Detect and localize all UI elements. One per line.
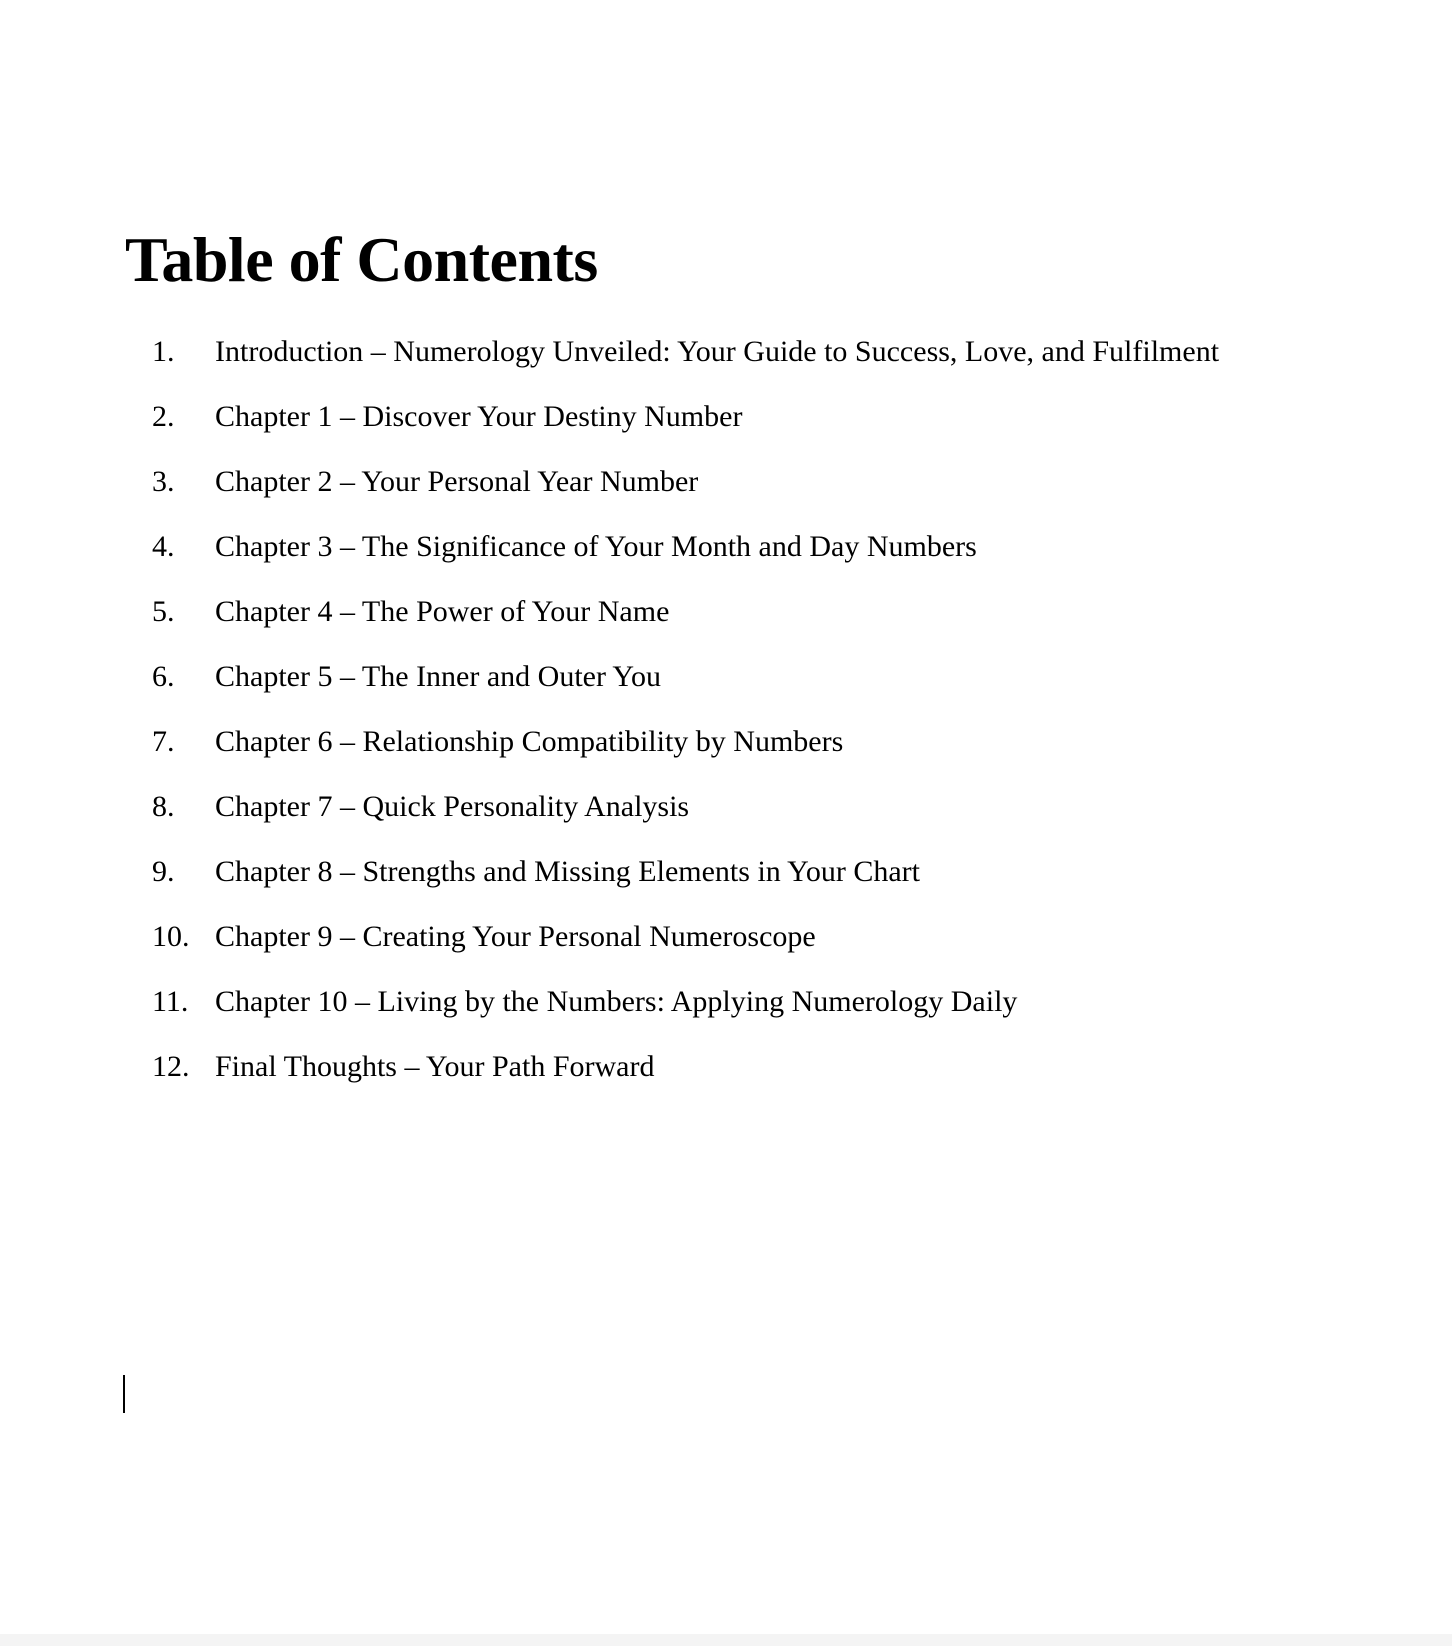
toc-item-text: Chapter 9 – Creating Your Personal Numeroscope — [215, 920, 816, 953]
toc-item-number: 8. — [152, 790, 175, 823]
toc-item-number: 11. — [152, 985, 189, 1018]
toc-item-number: 3. — [152, 465, 175, 498]
toc-item-number: 5. — [152, 595, 175, 628]
toc-list — [152, 332, 1219, 1112]
text-cursor — [123, 1375, 125, 1413]
toc-item-text: Chapter 5 – The Inner and Outer You — [215, 660, 662, 693]
toc-item-text: Chapter 10 – Living by the Numbers: Applying Numerology Daily — [215, 985, 1018, 1018]
toc-item-number: 12. — [152, 1050, 190, 1083]
page-title: Table of Contents — [125, 224, 598, 295]
toc-item-text: Chapter 8 – Strengths and Missing Elements in Your Chart — [215, 855, 920, 888]
toc-item — [152, 917, 1219, 982]
toc-item-number: 7. — [152, 725, 175, 758]
toc-item — [152, 722, 1219, 787]
toc-item — [152, 332, 1219, 397]
toc-item — [152, 527, 1219, 592]
toc-item — [152, 852, 1219, 917]
toc-item-text: Chapter 6 – Relationship Compatibility by Numbers — [215, 725, 844, 758]
toc-item-number: 1. — [152, 335, 175, 368]
toc-item-number: 6. — [152, 660, 175, 693]
toc-item-text: Chapter 3 – The Significance of Your Month and Day Numbers — [215, 530, 977, 563]
toc-item — [152, 982, 1219, 1047]
toc-item-number: 10. — [152, 920, 190, 953]
toc-item-text: Final Thoughts – Your Path Forward — [215, 1050, 655, 1083]
toc-item — [152, 397, 1219, 462]
toc-item — [152, 657, 1219, 722]
toc-item-number: 2. — [152, 400, 175, 433]
toc-item-number: 4. — [152, 530, 175, 563]
toc-item — [152, 1047, 1219, 1112]
toc-item-text: Chapter 7 – Quick Personality Analysis — [215, 790, 690, 823]
toc-item-text: Chapter 2 – Your Personal Year Number — [215, 465, 699, 498]
toc-item — [152, 787, 1219, 852]
toc-item — [152, 462, 1219, 527]
toc-item-text: Chapter 4 – The Power of Your Name — [215, 595, 670, 628]
toc-item — [152, 592, 1219, 657]
toc-item-number: 9. — [152, 855, 175, 888]
page-bottom-edge — [0, 1634, 1452, 1646]
toc-item-text: Introduction – Numerology Unveiled: Your Guide to Success, Love, and Fulfilment — [215, 335, 1220, 368]
toc-item-text: Chapter 1 – Discover Your Destiny Number — [215, 400, 743, 433]
